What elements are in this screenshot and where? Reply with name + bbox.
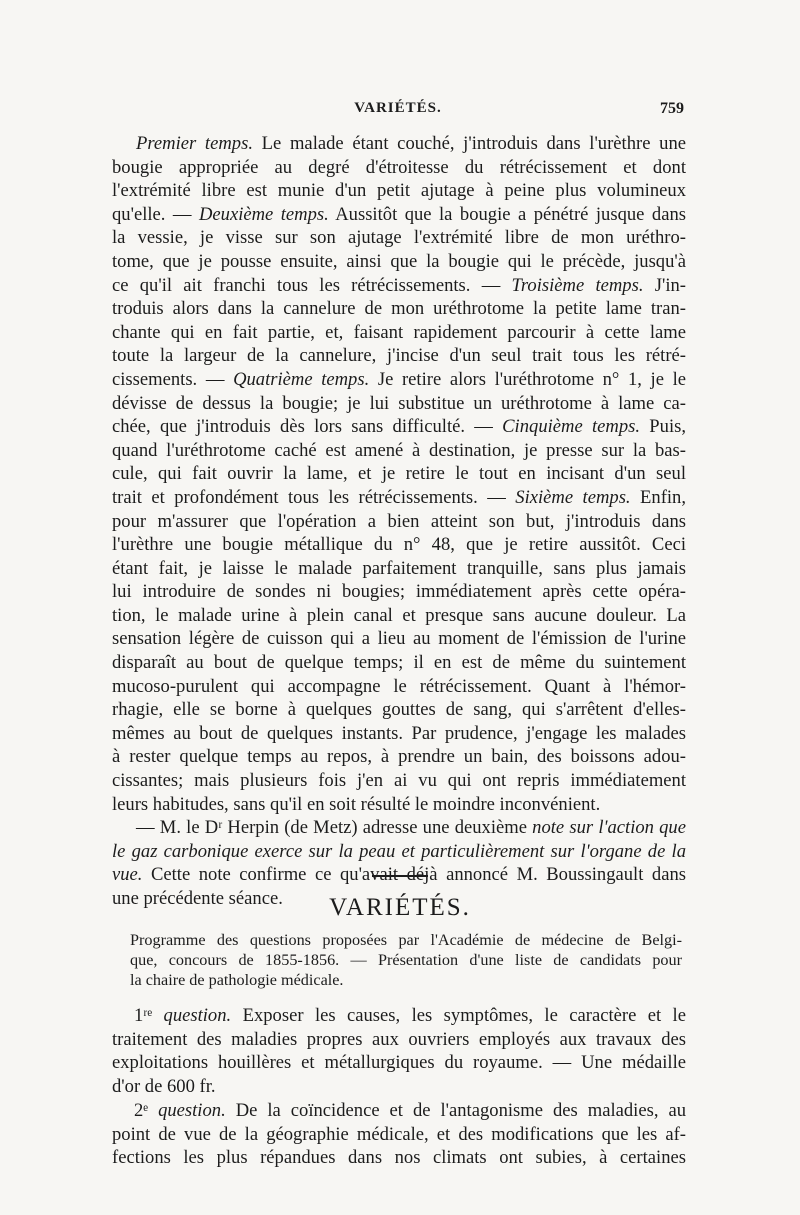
question-line xyxy=(112,1099,686,1123)
question-line xyxy=(112,1123,686,1147)
text-line xyxy=(112,510,686,534)
text-segment: fections les plus répandues dans nos climats ont subies, à certaines xyxy=(112,1147,686,1169)
text-line xyxy=(112,769,686,793)
text-line xyxy=(112,321,686,345)
italic-text: vue. xyxy=(112,864,143,886)
text-line xyxy=(112,203,686,227)
question-line xyxy=(112,1146,686,1170)
text-line xyxy=(112,368,686,392)
question-line xyxy=(112,1028,686,1052)
text-line xyxy=(112,415,686,439)
text-segment: sensation légère de cuisson qui a lieu au moment de l'émission de l'urine xyxy=(112,628,686,650)
italic-text: Troisième temps. xyxy=(511,274,644,296)
programme-line xyxy=(130,970,682,990)
text-segment: l'urèthre une bougie métallique du n° 48, que je retire aussitôt. Ceci xyxy=(112,534,686,556)
text-segment: tome, que je pousse ensuite, ainsi que la bougie qui le précède, jusqu'à xyxy=(112,250,686,272)
text-segment: Exposer les causes, les symptômes, le caractère et le xyxy=(231,1005,686,1026)
text-segment: toute la largeur de la cannelure, j'incise d'un seul trait tous les rétré- xyxy=(112,345,686,367)
text-line xyxy=(112,462,686,486)
text-segment: Aussitôt que la bougie a pénétré jusque dans xyxy=(328,203,686,225)
text-segment: Le malade étant couché, j'introduis dans l'urèthre une xyxy=(252,133,686,154)
programme-summary xyxy=(130,930,682,990)
text-segment: qu'elle. — xyxy=(112,203,199,225)
page-number: 759 xyxy=(660,100,684,117)
text-segment: une précédente séance. xyxy=(112,888,283,909)
text-segment: — M. le Dʳ Herpin (de Metz) adresse une deuxième xyxy=(136,817,533,839)
text-segment: rhagie, elle se borne à quelques gouttes de sang, qui s'arrêtent d'elles- xyxy=(112,699,686,721)
italic-text: Sixième temps. xyxy=(515,486,631,508)
text-segment: que, concours de 1855-1856. — Présentation d'une liste de candidats pour xyxy=(130,951,682,969)
text-line xyxy=(112,580,686,604)
text-segment: troduis alors dans la cannelure de mon uréthrotome la petite lame tran- xyxy=(112,298,686,320)
text-line xyxy=(112,297,686,321)
text-line xyxy=(112,793,686,817)
italic-text: Deuxième temps. xyxy=(198,203,329,225)
text-segment: bougie appropriée au degré d'étroitesse du rétrécissement et dont xyxy=(112,156,686,178)
text-segment: mucoso-purulent qui accompagne le rétrécissement. Quant à l'hémor- xyxy=(112,675,686,697)
text-segment: cissantes; mais plusieurs fois j'en ai vu qui ont repris immédiatement xyxy=(112,770,686,792)
text-segment: cissements. — xyxy=(112,368,234,390)
italic-text: Quatrième temps. xyxy=(233,368,370,390)
text-segment: chante qui en fait partie, et, faisant rapidement parcourir à cette lame xyxy=(112,321,686,343)
text-segment: à rester quelque temps au repos, à prendre un bain, des boissons adou- xyxy=(112,746,686,768)
section-title: VARIÉTÉS. xyxy=(329,894,471,921)
running-head-title: VARIÉTÉS. xyxy=(354,100,442,116)
text-line xyxy=(112,557,686,581)
text-segment: trait et profondément tous les rétrécissements. — xyxy=(112,486,516,508)
italic-text: question. xyxy=(158,1099,226,1121)
italic-text: le gaz carbonique exerce sur la peau et particulièrement sur l'organe de la xyxy=(112,840,686,862)
text-segment: J'in- xyxy=(643,274,686,296)
italic-text: question. xyxy=(163,1005,232,1026)
text-segment: leurs habitudes, sans qu'il en soit résulté le moindre inconvénient. xyxy=(112,793,601,815)
text-segment: la vessie, je visse sur son ajutage l'extrémité libre de mon uréthro- xyxy=(112,227,686,249)
text-segment: 2ᵉ xyxy=(134,1099,159,1121)
italic-text: Premier temps. xyxy=(136,133,253,154)
text-line xyxy=(112,604,686,628)
text-line xyxy=(112,745,686,769)
question-line xyxy=(112,1051,686,1075)
text-segment: Cette note confirme ce qu'avait déjà annoncé M. Boussingault dans xyxy=(142,864,686,886)
text-segment: lui introduire de sondes ni bougies; immédiatement après cette opéra- xyxy=(112,581,686,603)
text-line xyxy=(112,274,686,298)
running-head xyxy=(112,100,684,124)
text-line xyxy=(112,132,686,156)
text-line xyxy=(112,250,686,274)
text-line xyxy=(112,533,686,557)
text-line xyxy=(112,486,686,510)
text-segment: Je retire alors l'uréthrotome n° 1, je le xyxy=(369,368,687,390)
text-segment: Puis, xyxy=(640,416,686,438)
text-segment: De la coïncidence et de l'antagonisme des maladies, au xyxy=(225,1099,687,1121)
text-line xyxy=(112,840,686,864)
question-line xyxy=(112,1075,686,1099)
text-segment: tion, le malade urine à plein canal et presque sans aucune douleur. La xyxy=(112,604,686,626)
text-line xyxy=(112,722,686,746)
text-segment: étant fait, je laisse le malade parfaitement tranquille, sans plus jamais xyxy=(112,557,686,579)
body-text xyxy=(112,132,686,911)
text-segment: point de vue de la géographie médicale, et des modifications que les af- xyxy=(112,1123,686,1145)
programme-line xyxy=(130,950,682,970)
text-line xyxy=(112,651,686,675)
text-segment: d'or de 600 fr. xyxy=(112,1076,216,1098)
text-segment: 1ʳᵉ xyxy=(134,1005,164,1026)
text-segment: exploitations houillères et métallurgiques du royaume. — Une médaille xyxy=(112,1052,686,1074)
text-segment: ce qu'il ait franchi tous les rétrécissements. — xyxy=(112,274,512,296)
text-segment: mêmes au bout de quelques instants. Par prudence, j'engage les malades xyxy=(112,722,686,744)
text-line xyxy=(112,698,686,722)
text-segment: pour m'assurer que l'opération a bien atteint son but, j'introduis dans xyxy=(112,510,686,532)
text-segment: l'extrémité libre est munie d'un petit ajutage à peine plus volumineux xyxy=(112,180,686,202)
question-line xyxy=(112,1004,686,1028)
section-divider xyxy=(372,875,428,877)
text-line xyxy=(112,344,686,368)
text-segment: dévisse de dessus la bougie; je lui substitue un uréthrotome à lame ca- xyxy=(112,392,686,414)
text-line xyxy=(112,156,686,180)
text-segment: la chaire de pathologie médicale. xyxy=(130,971,344,989)
text-line xyxy=(112,816,686,840)
text-line xyxy=(112,226,686,250)
text-segment: Enfin, xyxy=(630,486,686,508)
text-segment: disparaît au bout de quelque temps; il en est de même du suintement xyxy=(112,652,686,674)
text-segment: quand l'uréthrotome caché est amené à destination, je presse sur la bas- xyxy=(112,439,686,461)
text-line xyxy=(112,392,686,416)
text-segment: traitement des maladies propres aux ouvriers employés aux travaux des xyxy=(112,1028,686,1050)
text-line xyxy=(112,439,686,463)
text-line xyxy=(112,179,686,203)
programme-line xyxy=(130,930,682,950)
text-segment: Programme des questions proposées par l'Académie de médecine de Belgi- xyxy=(130,931,682,949)
text-line xyxy=(112,627,686,651)
text-segment: chée, que j'introduis dès lors sans difficulté. — xyxy=(112,416,503,438)
questions-text xyxy=(112,1004,686,1170)
text-line xyxy=(112,675,686,699)
italic-text: Cinquième temps. xyxy=(502,416,641,438)
italic-text: note sur l'action que xyxy=(532,817,686,839)
text-segment: cule, qui fait ouvrir la lame, et je retire le tout en incisant d'un seul xyxy=(112,463,686,485)
